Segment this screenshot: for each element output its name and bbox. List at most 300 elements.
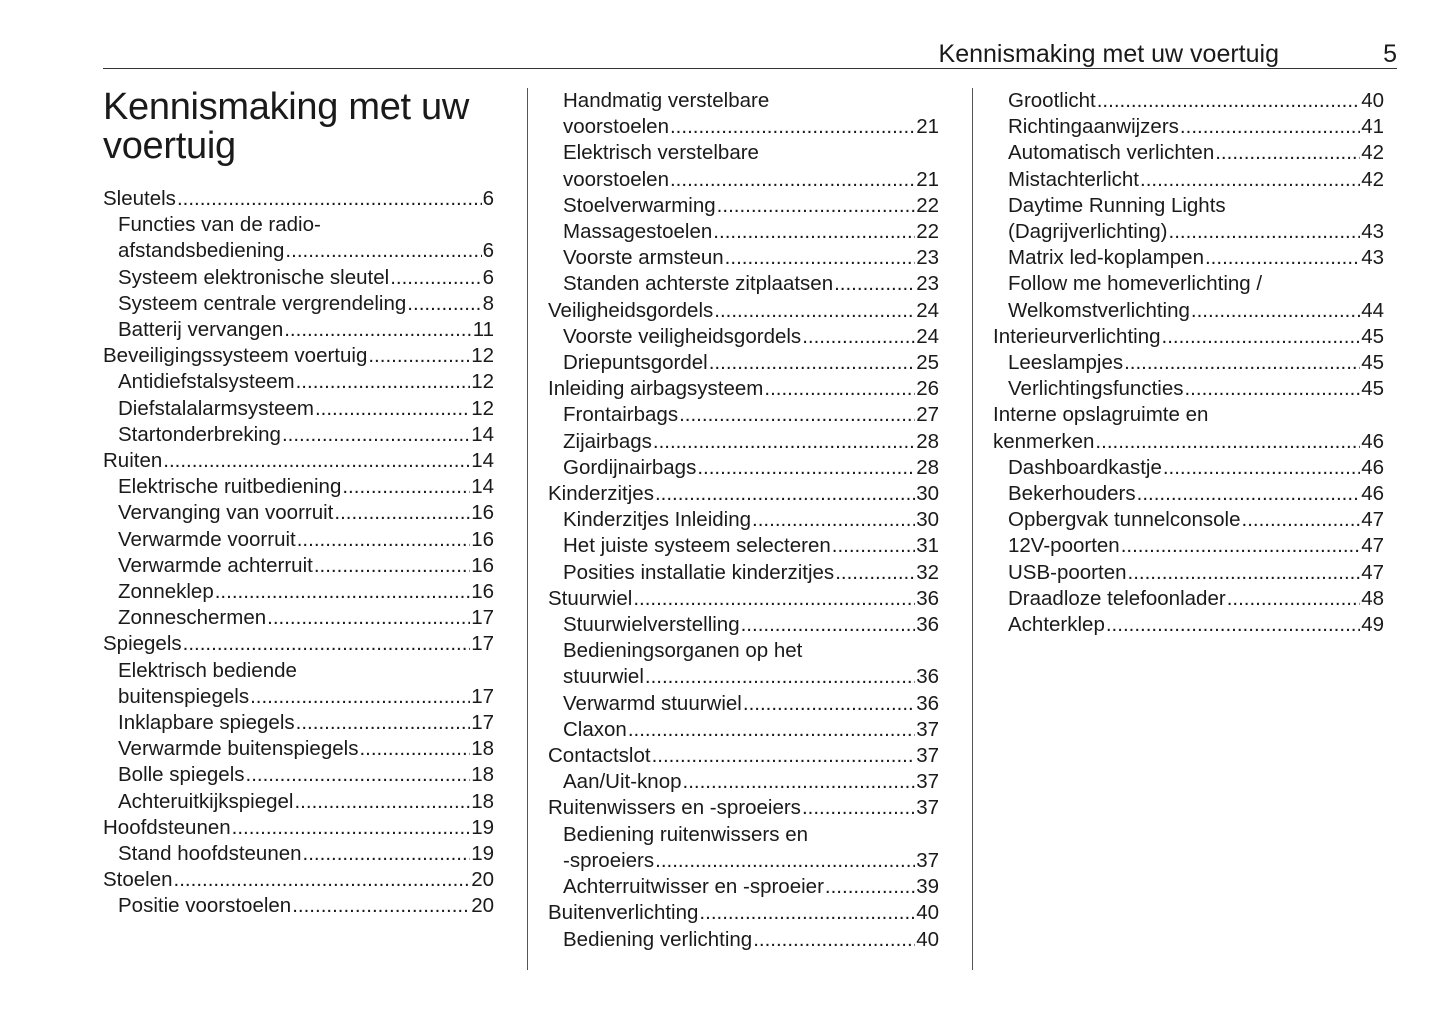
dot-leader bbox=[183, 631, 471, 657]
toc-page-number: 42 bbox=[1361, 141, 1384, 165]
toc-entry-line bbox=[1008, 455, 1384, 481]
toc-entry-line bbox=[563, 350, 939, 376]
toc-entry-text: Voorste veiligheidsgordels bbox=[563, 324, 802, 348]
toc-page-number: 21 bbox=[916, 115, 939, 139]
toc-entry-text: Matrix led-koplampen bbox=[1008, 246, 1204, 270]
toc-subentry[interactable] bbox=[993, 376, 1384, 402]
toc-entry-text: Zonneschermen bbox=[118, 606, 267, 630]
dot-leader bbox=[653, 429, 915, 455]
toc-page-number: 39 bbox=[916, 875, 939, 899]
toc-page-number: 19 bbox=[471, 815, 494, 839]
toc-entry-text: buitenspiegels bbox=[118, 684, 250, 708]
dot-leader bbox=[679, 402, 915, 428]
toc-subentry[interactable] bbox=[103, 579, 494, 605]
dot-leader bbox=[1095, 429, 1360, 455]
toc-subentry[interactable] bbox=[103, 605, 494, 631]
dot-leader bbox=[292, 893, 470, 919]
toc-entry-text: Standen achterste zitplaatsen bbox=[563, 272, 834, 296]
toc-subentry[interactable] bbox=[548, 874, 939, 900]
dot-leader bbox=[1140, 167, 1360, 193]
toc-entry[interactable] bbox=[548, 586, 939, 612]
toc-page-number: 46 bbox=[1361, 429, 1384, 453]
toc-entry-text: Aan/Uit-knop bbox=[563, 770, 682, 794]
toc-list bbox=[548, 88, 939, 953]
toc-subentry[interactable] bbox=[548, 927, 939, 953]
toc-entry-line bbox=[563, 219, 939, 245]
toc-subentry[interactable] bbox=[993, 560, 1384, 586]
toc-entry-line bbox=[118, 736, 494, 762]
toc-entry[interactable] bbox=[103, 815, 494, 841]
toc-entry-text: Beveiligingssysteem voertuig bbox=[103, 344, 368, 368]
toc-page-number: 28 bbox=[916, 455, 939, 479]
toc-entry-text: Vervanging van voorruit bbox=[118, 501, 334, 525]
toc-page-number: 45 bbox=[1361, 351, 1384, 375]
toc-entry-line bbox=[118, 893, 494, 919]
dot-leader bbox=[713, 219, 915, 245]
toc-entry-line bbox=[563, 664, 939, 690]
toc-page-number: 14 bbox=[471, 475, 494, 499]
dot-leader bbox=[296, 710, 471, 736]
toc-entry-text: Opbergvak tunnelconsole bbox=[1008, 508, 1241, 532]
toc-subentry[interactable] bbox=[993, 167, 1384, 193]
toc-subentry[interactable] bbox=[548, 507, 939, 533]
toc-entry-text: Inleiding airbagsysteem bbox=[548, 377, 764, 401]
toc-page-number: 16 bbox=[471, 501, 494, 525]
toc-entry-line bbox=[103, 448, 494, 474]
toc-entry-text: Stoelen bbox=[103, 868, 173, 892]
toc-entry-line bbox=[563, 769, 939, 795]
dot-leader bbox=[802, 795, 915, 821]
toc-subentry[interactable] bbox=[548, 324, 939, 350]
toc-entry-line bbox=[563, 271, 939, 297]
toc-subentry[interactable] bbox=[993, 88, 1384, 114]
dot-leader bbox=[297, 527, 470, 553]
toc-entry-text: Bediening verlichting bbox=[563, 927, 753, 951]
toc-entry-line bbox=[563, 402, 939, 428]
toc-page-number: 14 bbox=[471, 449, 494, 473]
toc-page-number: 26 bbox=[916, 377, 939, 401]
toc-subentry[interactable] bbox=[103, 658, 494, 710]
toc-entry[interactable] bbox=[103, 631, 494, 657]
toc-entry-line bbox=[1008, 167, 1384, 193]
toc-entry[interactable] bbox=[548, 743, 939, 769]
toc-subentry[interactable] bbox=[993, 140, 1384, 166]
toc-subentry[interactable] bbox=[103, 291, 494, 317]
toc-subentry[interactable] bbox=[548, 350, 939, 376]
toc-subentry[interactable] bbox=[103, 553, 494, 579]
toc-page-number: 16 bbox=[471, 553, 494, 577]
toc-entry-line bbox=[1008, 350, 1384, 376]
toc-page-number: 36 bbox=[916, 613, 939, 637]
toc-entry-text: Handmatig verstelbare bbox=[563, 89, 770, 112]
toc-entry-line bbox=[1008, 140, 1384, 166]
toc-page-number: 27 bbox=[916, 403, 939, 427]
dot-leader bbox=[163, 448, 470, 474]
toc-subentry[interactable] bbox=[993, 481, 1384, 507]
toc-page-number: 20 bbox=[471, 894, 494, 918]
toc-entry-text: Veiligheidsgordels bbox=[548, 298, 714, 322]
dot-leader bbox=[764, 376, 915, 402]
toc-entry-text: Hoofdsteunen bbox=[103, 815, 231, 839]
toc-subentry[interactable] bbox=[103, 396, 494, 422]
toc-page-number: 16 bbox=[471, 527, 494, 551]
toc-entry-text: stuurwiel bbox=[563, 665, 644, 689]
toc-entry-text: USB-poorten bbox=[1008, 560, 1127, 584]
toc-page-number: 17 bbox=[471, 632, 494, 656]
dot-leader bbox=[1227, 586, 1361, 612]
toc-page-number: 17 bbox=[471, 711, 494, 735]
toc-page-number: 18 bbox=[471, 737, 494, 761]
toc-subentry[interactable] bbox=[993, 507, 1384, 533]
toc-entry-line bbox=[563, 560, 939, 586]
toc-page-number: 41 bbox=[1361, 115, 1384, 139]
toc-entry-line bbox=[118, 369, 494, 395]
toc-entry-line bbox=[118, 265, 494, 291]
toc-entry-text: -sproeiers bbox=[563, 848, 655, 872]
dot-leader bbox=[628, 717, 915, 743]
toc-entry-line bbox=[563, 874, 939, 900]
toc-entry-line bbox=[563, 691, 939, 717]
dot-leader bbox=[1124, 350, 1360, 376]
toc-entry-text: Interne opslagruimte en bbox=[993, 403, 1209, 427]
toc-subentry[interactable] bbox=[103, 474, 494, 500]
toc-page-number: 30 bbox=[916, 482, 939, 506]
toc-page-number: 45 bbox=[1361, 377, 1384, 401]
toc-entry-text: Buitenverlichting bbox=[548, 901, 699, 925]
toc-entry[interactable] bbox=[103, 343, 494, 369]
dot-leader bbox=[232, 815, 471, 841]
toc-entry[interactable] bbox=[548, 795, 939, 821]
dot-leader bbox=[284, 317, 471, 343]
toc-entry-line bbox=[118, 789, 494, 815]
toc-entry-text: Stuurwielverstelling bbox=[563, 613, 740, 637]
toc-entry-line bbox=[118, 238, 494, 264]
dot-leader bbox=[1180, 114, 1360, 140]
dot-leader bbox=[315, 396, 470, 422]
toc-subentry[interactable] bbox=[103, 736, 494, 762]
toc-page-number: 46 bbox=[1361, 482, 1384, 506]
toc-subentry[interactable] bbox=[993, 245, 1384, 271]
toc-page-number: 11 bbox=[472, 318, 494, 342]
toc-subentry[interactable] bbox=[103, 212, 494, 264]
toc-entry-line bbox=[563, 612, 939, 638]
toc-entry-line bbox=[118, 396, 494, 422]
toc-entry-line bbox=[548, 586, 939, 612]
toc-entry-text: Voorste armsteun bbox=[563, 246, 724, 270]
toc-page-number: 47 bbox=[1361, 534, 1384, 558]
toc-subentry[interactable] bbox=[993, 533, 1384, 559]
toc-entry[interactable] bbox=[993, 324, 1384, 350]
dot-leader bbox=[1128, 560, 1361, 586]
toc-subentry[interactable] bbox=[993, 114, 1384, 140]
toc-page-number: 22 bbox=[916, 193, 939, 217]
dot-leader bbox=[177, 186, 482, 212]
column-divider bbox=[972, 88, 973, 970]
toc-page-number: 18 bbox=[471, 763, 494, 787]
toc-entry-text: Stuurwiel bbox=[548, 586, 633, 610]
toc-entry-line bbox=[1008, 507, 1384, 533]
toc-entry-line bbox=[118, 841, 494, 867]
toc-subentry[interactable] bbox=[993, 586, 1384, 612]
toc-entry[interactable] bbox=[103, 186, 494, 212]
toc-entry-line bbox=[118, 762, 494, 788]
toc-entry-text: Verwarmde achterruit bbox=[118, 553, 313, 577]
toc-subentry[interactable] bbox=[103, 369, 494, 395]
toc-entry-line bbox=[1008, 298, 1384, 324]
toc-subentry[interactable] bbox=[103, 317, 494, 343]
toc-entry-text: Interieurverlichting bbox=[993, 324, 1161, 348]
toc-entry-text: Zonneklep bbox=[118, 580, 214, 604]
dot-leader bbox=[835, 560, 915, 586]
dot-leader bbox=[683, 769, 916, 795]
toc-entry[interactable] bbox=[548, 481, 939, 507]
toc-page-number: 40 bbox=[916, 901, 939, 925]
toc-entry-line bbox=[563, 167, 939, 193]
toc-entry-line bbox=[548, 900, 939, 926]
toc-entry-line bbox=[563, 324, 939, 350]
toc-subentry[interactable] bbox=[993, 350, 1384, 376]
toc-subentry[interactable] bbox=[548, 140, 939, 192]
toc-entry[interactable] bbox=[548, 900, 939, 926]
toc-entry-line bbox=[993, 429, 1384, 455]
toc-entry-text: Gordijnairbags bbox=[563, 455, 697, 479]
toc-entry-text: Inklapbare spiegels bbox=[118, 711, 295, 735]
toc-subentry[interactable] bbox=[548, 822, 939, 874]
toc-entry-line bbox=[1008, 245, 1384, 271]
toc-entry-text: Automatisch verlichten bbox=[1008, 141, 1215, 165]
toc-entry-text: Bediening ruitenwissers en bbox=[563, 822, 808, 846]
toc-subentry[interactable] bbox=[548, 429, 939, 455]
running-header-title: Kennismaking met uw voertuig bbox=[938, 40, 1279, 68]
toc-subentry[interactable] bbox=[548, 691, 939, 717]
toc-entry-line bbox=[548, 743, 939, 769]
toc-subentry[interactable] bbox=[548, 402, 939, 428]
toc-entry-line bbox=[1008, 481, 1384, 507]
toc-entry-text: Driepuntsgordel bbox=[563, 351, 708, 375]
toc-subentry[interactable] bbox=[548, 533, 939, 559]
toc-entry-line bbox=[103, 815, 494, 841]
toc-subentry[interactable] bbox=[103, 422, 494, 448]
toc-subentry[interactable] bbox=[548, 271, 939, 297]
toc-page-number: 47 bbox=[1361, 560, 1384, 584]
toc-page-number: 37 bbox=[916, 717, 939, 741]
toc-page-number: 23 bbox=[916, 272, 939, 296]
toc-entry[interactable] bbox=[548, 376, 939, 402]
toc-entry-text: Zijairbags bbox=[563, 429, 652, 453]
toc-entry-text: (Dagrijverlichting) bbox=[1008, 220, 1168, 244]
toc-subentry[interactable] bbox=[548, 717, 939, 743]
toc-list bbox=[993, 88, 1384, 638]
toc-entry-text: Achterklep bbox=[1008, 613, 1105, 637]
toc-entry-line bbox=[563, 429, 939, 455]
dot-leader bbox=[285, 238, 481, 264]
dot-leader bbox=[670, 114, 915, 140]
toc-entry-text: afstandsbediening bbox=[118, 239, 285, 263]
toc-page-number: 36 bbox=[916, 586, 939, 610]
toc-entry-text: Verwarmde voorruit bbox=[118, 527, 296, 551]
toc-entry-line bbox=[1008, 586, 1384, 612]
toc-entry-text: Ruitenwissers en -sproeiers bbox=[548, 796, 801, 820]
toc-subentry[interactable] bbox=[103, 762, 494, 788]
toc-entry-line bbox=[118, 553, 494, 579]
toc-entry-text: Stand hoofdsteunen bbox=[118, 842, 302, 866]
toc-entry-text: Richtingaanwijzers bbox=[1008, 115, 1179, 139]
dot-leader bbox=[697, 455, 915, 481]
toc-page-number: 19 bbox=[471, 842, 494, 866]
toc-entry[interactable] bbox=[548, 298, 939, 324]
toc-entry[interactable] bbox=[103, 867, 494, 893]
toc-page-number: 14 bbox=[471, 422, 494, 446]
toc-page-number: 20 bbox=[471, 868, 494, 892]
dot-leader bbox=[1242, 507, 1361, 533]
toc-subentry[interactable] bbox=[103, 841, 494, 867]
toc-entry-line bbox=[118, 710, 494, 736]
toc-entry-line bbox=[563, 848, 939, 874]
toc-page-number: 25 bbox=[916, 351, 939, 375]
dot-leader bbox=[717, 193, 916, 219]
toc-entry-text: Dashboardkastje bbox=[1008, 455, 1162, 479]
dot-leader bbox=[645, 664, 915, 690]
toc-subentry[interactable] bbox=[103, 500, 494, 526]
toc-subentry[interactable] bbox=[548, 219, 939, 245]
toc-list bbox=[103, 186, 494, 920]
toc-entry-text: Contactslot bbox=[548, 744, 651, 768]
dot-leader bbox=[834, 271, 915, 297]
toc-subentry[interactable] bbox=[548, 245, 939, 271]
toc-page-number: 24 bbox=[916, 298, 939, 322]
toc-entry-text: Achterruitwisser en -sproeier bbox=[563, 875, 824, 899]
toc-entry-line bbox=[1008, 114, 1384, 140]
toc-page-number: 31 bbox=[916, 534, 939, 558]
toc-page-number: 18 bbox=[471, 789, 494, 813]
dot-leader bbox=[1162, 324, 1361, 350]
toc-entry-line bbox=[118, 605, 494, 631]
toc-entry-text: Bekerhouders bbox=[1008, 482, 1136, 506]
toc-entry-text: Welkomstverlichting bbox=[1008, 298, 1190, 322]
toc-page-number: 6 bbox=[482, 239, 494, 263]
dot-leader bbox=[359, 736, 470, 762]
toc-entry-line bbox=[1008, 219, 1384, 245]
chapter-title-line: voertuig bbox=[103, 125, 236, 167]
toc-page-number: 49 bbox=[1361, 613, 1384, 637]
toc-entry-text: Ruiten bbox=[103, 449, 163, 473]
toc-column-1 bbox=[103, 88, 494, 920]
toc-entry-line bbox=[563, 533, 939, 559]
dot-leader bbox=[1121, 533, 1360, 559]
toc-entry-text: Massagestoelen bbox=[563, 220, 713, 244]
toc-entry-line bbox=[118, 500, 494, 526]
toc-subentry[interactable] bbox=[103, 265, 494, 291]
toc-entry-line bbox=[103, 186, 494, 212]
page-number: 5 bbox=[1383, 40, 1397, 68]
toc-page-number: 45 bbox=[1361, 324, 1384, 348]
dot-leader bbox=[714, 298, 915, 324]
toc-page-number: 28 bbox=[916, 429, 939, 453]
toc-subentry[interactable] bbox=[548, 560, 939, 586]
toc-subentry[interactable] bbox=[993, 455, 1384, 481]
toc-entry-text: Het juiste systeem selecteren bbox=[563, 534, 831, 558]
toc-page-number: 12 bbox=[471, 344, 494, 368]
toc-page-number: 17 bbox=[471, 606, 494, 630]
toc-page-number: 36 bbox=[916, 665, 939, 689]
toc-entry-line bbox=[118, 291, 494, 317]
toc-page-number: 42 bbox=[1361, 167, 1384, 191]
dot-leader bbox=[633, 586, 915, 612]
toc-page-number: 6 bbox=[482, 265, 494, 289]
dot-leader bbox=[246, 762, 471, 788]
dot-leader bbox=[741, 612, 916, 638]
toc-column-3 bbox=[993, 88, 1384, 638]
toc-subentry[interactable] bbox=[103, 527, 494, 553]
toc-subentry[interactable] bbox=[548, 193, 939, 219]
toc-subentry[interactable] bbox=[548, 88, 939, 140]
toc-entry-text: 12V-poorten bbox=[1008, 534, 1120, 558]
toc-subentry[interactable] bbox=[548, 455, 939, 481]
toc-subentry[interactable] bbox=[103, 710, 494, 736]
toc-page-number: 47 bbox=[1361, 508, 1384, 532]
dot-leader bbox=[390, 265, 481, 291]
toc-entry-line bbox=[1008, 560, 1384, 586]
toc-subentry[interactable] bbox=[548, 769, 939, 795]
toc-entry-line bbox=[1008, 88, 1384, 114]
dot-leader bbox=[825, 874, 915, 900]
toc-page-number: 32 bbox=[916, 560, 939, 584]
toc-entry-line bbox=[563, 193, 939, 219]
toc-entry-text: Draadloze telefoonlader bbox=[1008, 586, 1226, 610]
toc-entry-line bbox=[563, 114, 939, 140]
toc-entry-text: Verwarmd stuurwiel bbox=[563, 691, 742, 715]
toc-subentry[interactable] bbox=[548, 638, 939, 690]
toc-subentry[interactable] bbox=[993, 271, 1384, 323]
toc-subentry[interactable] bbox=[103, 789, 494, 815]
toc-subentry[interactable] bbox=[993, 193, 1384, 245]
toc-subentry[interactable] bbox=[103, 893, 494, 919]
dot-leader bbox=[655, 481, 915, 507]
dot-leader bbox=[342, 474, 470, 500]
toc-page-number: 8 bbox=[482, 291, 494, 315]
toc-entry[interactable] bbox=[993, 402, 1384, 454]
dot-leader bbox=[725, 245, 916, 271]
dot-leader bbox=[655, 848, 915, 874]
dot-leader bbox=[652, 743, 916, 769]
dot-leader bbox=[1215, 140, 1360, 166]
toc-entry-line bbox=[548, 376, 939, 402]
toc-subentry[interactable] bbox=[993, 612, 1384, 638]
toc-page-number: 37 bbox=[916, 848, 939, 872]
toc-entry-line bbox=[548, 298, 939, 324]
toc-page-number: 17 bbox=[471, 684, 494, 708]
toc-page-number: 12 bbox=[471, 396, 494, 420]
dot-leader bbox=[1191, 298, 1360, 324]
toc-entry-line bbox=[1008, 533, 1384, 559]
toc-entry-text: Mistachterlicht bbox=[1008, 167, 1140, 191]
dot-leader bbox=[832, 533, 915, 559]
toc-entry-text: Elektrisch bediende bbox=[118, 658, 297, 682]
dot-leader bbox=[1106, 612, 1360, 638]
dot-leader bbox=[699, 900, 915, 926]
chapter-title-line: Kennismaking met uw bbox=[103, 86, 470, 128]
toc-entry-line bbox=[103, 867, 494, 893]
running-header bbox=[103, 38, 1397, 69]
toc-page-number: 46 bbox=[1361, 455, 1384, 479]
toc-page-number: 48 bbox=[1361, 586, 1384, 610]
toc-entry[interactable] bbox=[103, 448, 494, 474]
toc-page-number: 23 bbox=[916, 246, 939, 270]
toc-page-number: 37 bbox=[916, 796, 939, 820]
toc-entry-text: Claxon bbox=[563, 717, 627, 741]
dot-leader bbox=[709, 350, 915, 376]
toc-subentry[interactable] bbox=[548, 612, 939, 638]
